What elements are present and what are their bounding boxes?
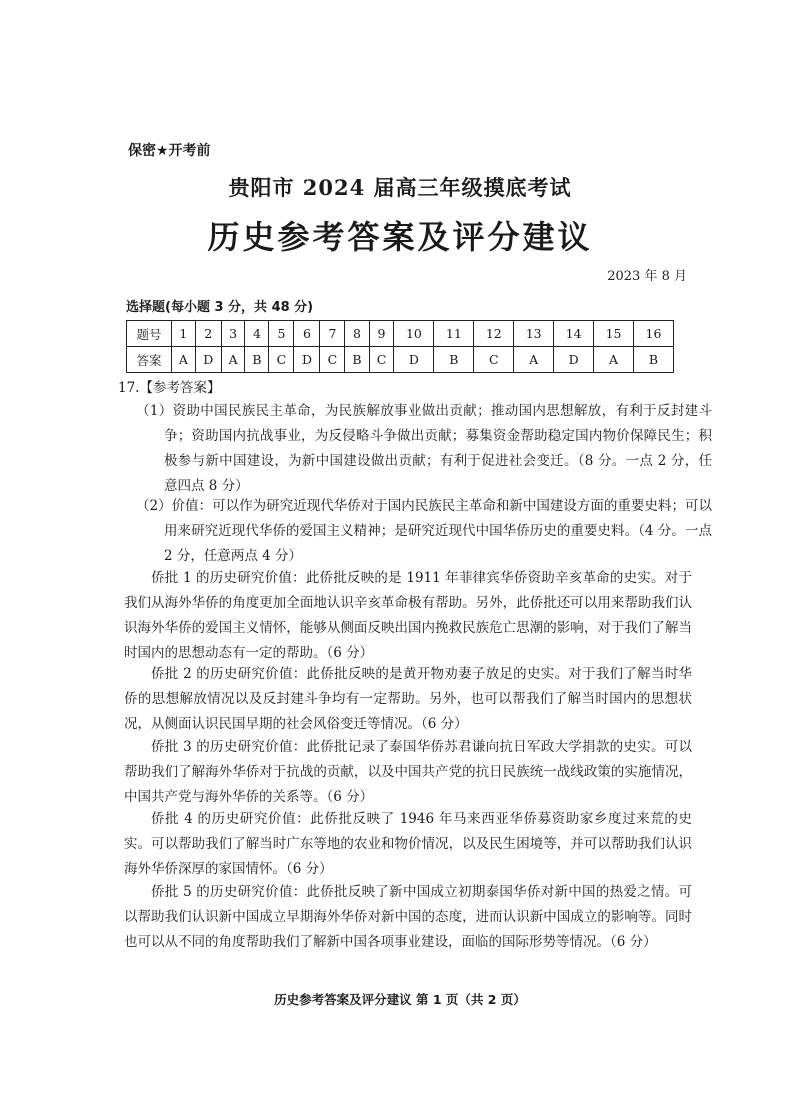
document-title: 历史参考答案及评分建议 [207,218,593,256]
answer-part-1: （1）资助中国民族民主革命，为民族解放事业做出贡献；推动国内思想解放，有利于反封建斗争；资助国内抗战事业，为反侵略斗争做出贡献；募集资金帮助稳定国内物价保障民生；积极参与新中国建设，为新中国建设做出贡献；有利于促进社会变迁。（8 分。一点 2 分，任意四点 8 分） [136,403,712,494]
row-label: 答案 [127,347,172,373]
question-number: 11 [434,321,474,347]
answer-table [126,320,674,373]
mcq-section-title: 选择题(每小题 3 分，共 48 分) [126,300,314,315]
question-number: 16 [634,321,674,347]
answer-cell: A [221,347,245,373]
question-number: 2 [195,321,221,347]
question-number: 15 [594,321,634,347]
answer-cell: D [294,347,320,373]
answer-cell: C [269,347,294,373]
answer-cell: D [195,347,221,373]
question-number: 1 [172,321,196,347]
question-number: 9 [369,321,394,347]
answer-cell: C [474,347,514,373]
answer-cell: D [554,347,594,373]
exam-title: 贵阳市 2024 届高三年级摸底考试 [228,175,572,200]
qiaopi-2-analysis: 侨批 2 的历史研究价值：此侨批反映的是黄开物劝妻子放足的史实。对于我们了解当时华侨的思想解放情况以及反封建斗争均有一定帮助。另外，也可以帮我们了解当时国内的思想状况，从侧面认识民国早期的社会风俗变迁等情况。（6 分） [124,666,692,732]
answer-cell: D [394,347,434,373]
question-number: 7 [320,321,345,347]
answer-cell: B [245,347,269,373]
question-number: 4 [245,321,269,347]
question-number: 5 [269,321,294,347]
question-17-label: 17.【参考答案】 [118,380,221,396]
answer-cell: B [634,347,674,373]
confidential-mark: 保密★开考前 [128,143,211,159]
answer-part-2: （2）价值：可以作为研究近现代华侨对于国内民族民主革命和新中国建设方面的重要史料；可以用来研究近现代华侨的爱国主义精神；是研究近现代中国华侨历史的重要史料。（4 分。一点 2 分，任意两点 4 分） [136,498,712,564]
question-number-row [127,321,674,347]
answer-cell: A [514,347,554,373]
qiaopi-3-analysis: 侨批 3 的历史研究价值：此侨批记录了泰国华侨苏君谦向抗日军政大学捐款的史实。可以帮助我们了解海外华侨对于抗战的贡献，以及中国共产党的抗日民族统一战线政策的实施情况，中国共产党与海外华侨的关系等。（6 分） [124,739,692,805]
answer-cell: B [345,347,369,373]
answer-row [127,347,674,373]
question-number: 12 [474,321,514,347]
answer-cell: C [320,347,345,373]
page-footer: 历史参考答案及评分建议 第 1 页（共 2 页） [274,992,526,1007]
answer-cell: A [172,347,196,373]
qiaopi-1-analysis: 侨批 1 的历史研究价值：此侨批反映的是 1911 年菲律宾华侨资助辛亥革命的史实。对于我们从海外华侨的角度更加全面地认识辛亥革命极有帮助。另外，此侨批还可以用来帮助我们认识海外华侨的爱国主义情怀，能够从侧面反映出国内挽救民族危亡思潮的影响，对于我们了解当时国内的思想动态有一定的帮助。（6 分） [124,570,692,661]
question-number: 13 [514,321,554,347]
row-label: 题号 [127,321,172,347]
question-number: 10 [394,321,434,347]
answer-cell: A [594,347,634,373]
question-number: 14 [554,321,594,347]
qiaopi-4-analysis: 侨批 4 的历史研究价值：此侨批反映了 1946 年马来西亚华侨募资助家乡度过来荒的史实。可以帮助我们了解当时广东等地的农业和物价情况，以及民生困境等，并可以帮助我们认识海外华侨深厚的家国情怀。（6 分） [124,811,692,877]
answer-cell: C [369,347,394,373]
question-number: 6 [294,321,320,347]
question-number: 8 [345,321,369,347]
answer-cell: B [434,347,474,373]
qiaopi-5-analysis: 侨批 5 的历史研究价值：此侨批反映了新中国成立初期泰国华侨对新中国的热爱之情。可以帮助我们认识新中国成立早期海外华侨对新中国的态度，进而认识新中国成立的影响等。同时也可以从不同的角度帮助我们了解新中国各项事业建设，面临的国际形势等情况。（6 分） [124,884,692,950]
question-number: 3 [221,321,245,347]
document-date: 2023 年 8 月 [607,269,687,284]
